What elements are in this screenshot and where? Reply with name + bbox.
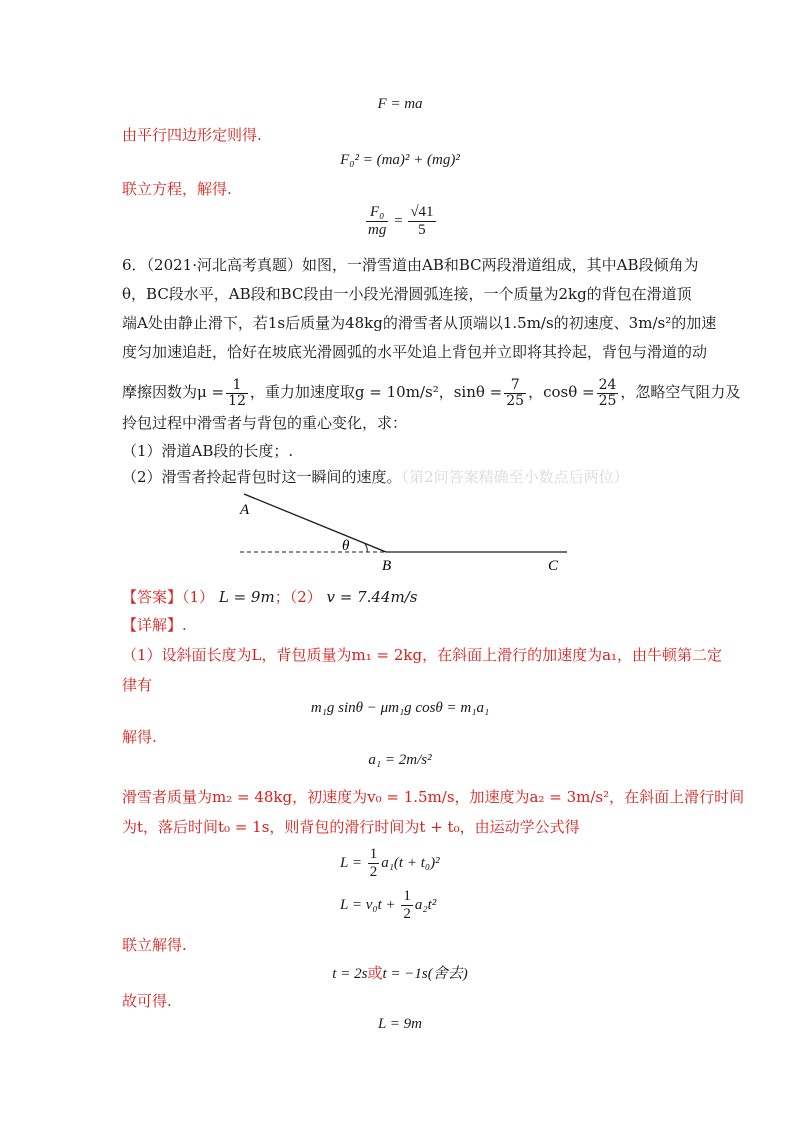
problem-line-4: 度匀加速追赶，恰好在坡底光滑圆弧的水平处追上背包并立即将其拎起，背包与滑道的动 — [122, 343, 708, 361]
question-2 — [122, 466, 629, 488]
eq3-right: a₁(t + t₀)² — [381, 854, 440, 871]
question-2-text: （2）滑雪者拎起背包时这一瞬间的速度。 — [122, 468, 402, 486]
ski-slope-figure — [230, 488, 590, 592]
slope-ab — [244, 494, 386, 552]
label-theta: θ — [342, 538, 350, 554]
eq-time-solutions — [0, 962, 800, 983]
ratio-num-2: √41 — [410, 204, 434, 220]
problem-line-5b: ，重力加速度取g = 10m/s²，sinθ = — [249, 383, 503, 401]
eq-acceleration: a₁ = 2m/s² — [368, 752, 432, 768]
solution-line-3a: 滑雪者质量为m₂ = 48kg，初速度为v₀ = 1.5m/s，加速度为a₂ = 3m/s²，在斜面上滑行时间 — [122, 788, 745, 806]
eq-force-squared: F₀² = (ma)² + (mg)² — [340, 152, 460, 168]
solution-line-1a: （1）设斜面长度为L，背包质量为m₁ = 2kg，在斜面上滑行的加速度为a₁，由牛顿第二定 — [122, 646, 723, 664]
label-a: A — [240, 502, 250, 518]
answer-sep: ； — [274, 588, 290, 606]
problem-line-5c: ，cosθ = — [528, 383, 595, 401]
eq-skier-distance — [340, 888, 436, 923]
ratio-den-1: mg — [368, 222, 387, 238]
eq4-right: a₂t² — [414, 896, 437, 913]
slope-diagram — [230, 488, 590, 588]
sin-den: 25 — [506, 392, 525, 409]
eq-final-length: L = 9m — [377, 1016, 423, 1032]
ratio-num-1: F₀ — [366, 204, 388, 222]
angle-arc — [365, 544, 367, 552]
solution-line-1b: 律有 — [122, 676, 153, 694]
answer-part-1: （1） — [182, 588, 215, 606]
solution-line-3b: 为t，落后时间t₀ = 1s，则背包的滑行时间为t + t₀，由运动学公式得 — [122, 818, 580, 836]
eq-force-ratio: $\frac{\text{F₀}}{mg}$ = $\frac{√41}{5}$ — [368, 204, 434, 238]
label-c: C — [548, 558, 559, 574]
sin-num: 7 — [504, 378, 526, 394]
problem-line-3: 端A处由静止滑下，若1s后质量为48kg的滑雪者从顶端以1.5m/s的初速度、3m/s²的加速 — [122, 314, 717, 332]
eq3-left: L = — [340, 854, 362, 871]
answer-part-2: （2） — [289, 588, 322, 606]
problem-line-6: 拎包过程中滑雪者与背包的重心变化，求： — [122, 414, 408, 432]
question-2-faint-text: （第2问答案精确至小数点后两位） — [401, 468, 629, 486]
eq-backpack-distance — [340, 846, 440, 881]
problem-line-5a: 摩擦因数为μ = — [122, 383, 225, 401]
label-b: B — [382, 558, 392, 574]
solution-solve-1: 解得. — [122, 728, 157, 746]
text-parallelogram: 由平行四边形定则得. — [122, 126, 262, 144]
solution-solve-2: 联立解得. — [122, 936, 187, 954]
mu-den: 12 — [228, 392, 246, 409]
problem-line-5 — [122, 370, 740, 414]
eq4-num: 1 — [403, 888, 411, 904]
question-1: （1）滑道AB段的长度；. — [122, 442, 294, 460]
cos-den: 25 — [598, 392, 617, 409]
eq3-num: 1 — [369, 846, 378, 862]
answer-line — [122, 586, 417, 608]
ratio-den-2: 5 — [418, 222, 426, 238]
eq5-a: t = 2s — [332, 966, 368, 982]
problem-line-1: 6．（2021·河北高考真题）如图，一滑雪道由AB和BC两段滑道组成，其中AB段倾角为 — [122, 256, 699, 274]
answer-value-2: v = 7.44m/s — [326, 588, 418, 606]
cos-num: 24 — [598, 376, 617, 393]
mu-num: 1 — [226, 378, 248, 394]
eq5-b: t = −1s(舍去) — [382, 966, 468, 982]
eq4-left: L = v₀t + — [340, 896, 396, 913]
answer-value-1: L = 9m — [218, 588, 275, 606]
text-solve-1: 联立方程，解得. — [122, 180, 232, 198]
eq-newton: F = ma — [377, 96, 423, 112]
eq5-or: 或 — [367, 966, 383, 982]
eq3-den: 2 — [369, 864, 378, 880]
eq4-den: 2 — [403, 906, 411, 922]
solution-conclude: 故可得. — [122, 992, 172, 1010]
eq-newton-slope: m₁g sinθ − μm₁g cosθ = m₁a₁ — [310, 700, 490, 716]
problem-line-5d: ，忽略空气阻力及 — [620, 383, 741, 401]
answer-tag: 【答案】 — [122, 588, 183, 606]
detail-tag: 【详解】. — [122, 616, 187, 634]
problem-line-2: θ，BC段水平，AB段和BC段由一小段光滑圆弧连接，一个质量为2kg的背包在滑道顶 — [122, 285, 692, 303]
